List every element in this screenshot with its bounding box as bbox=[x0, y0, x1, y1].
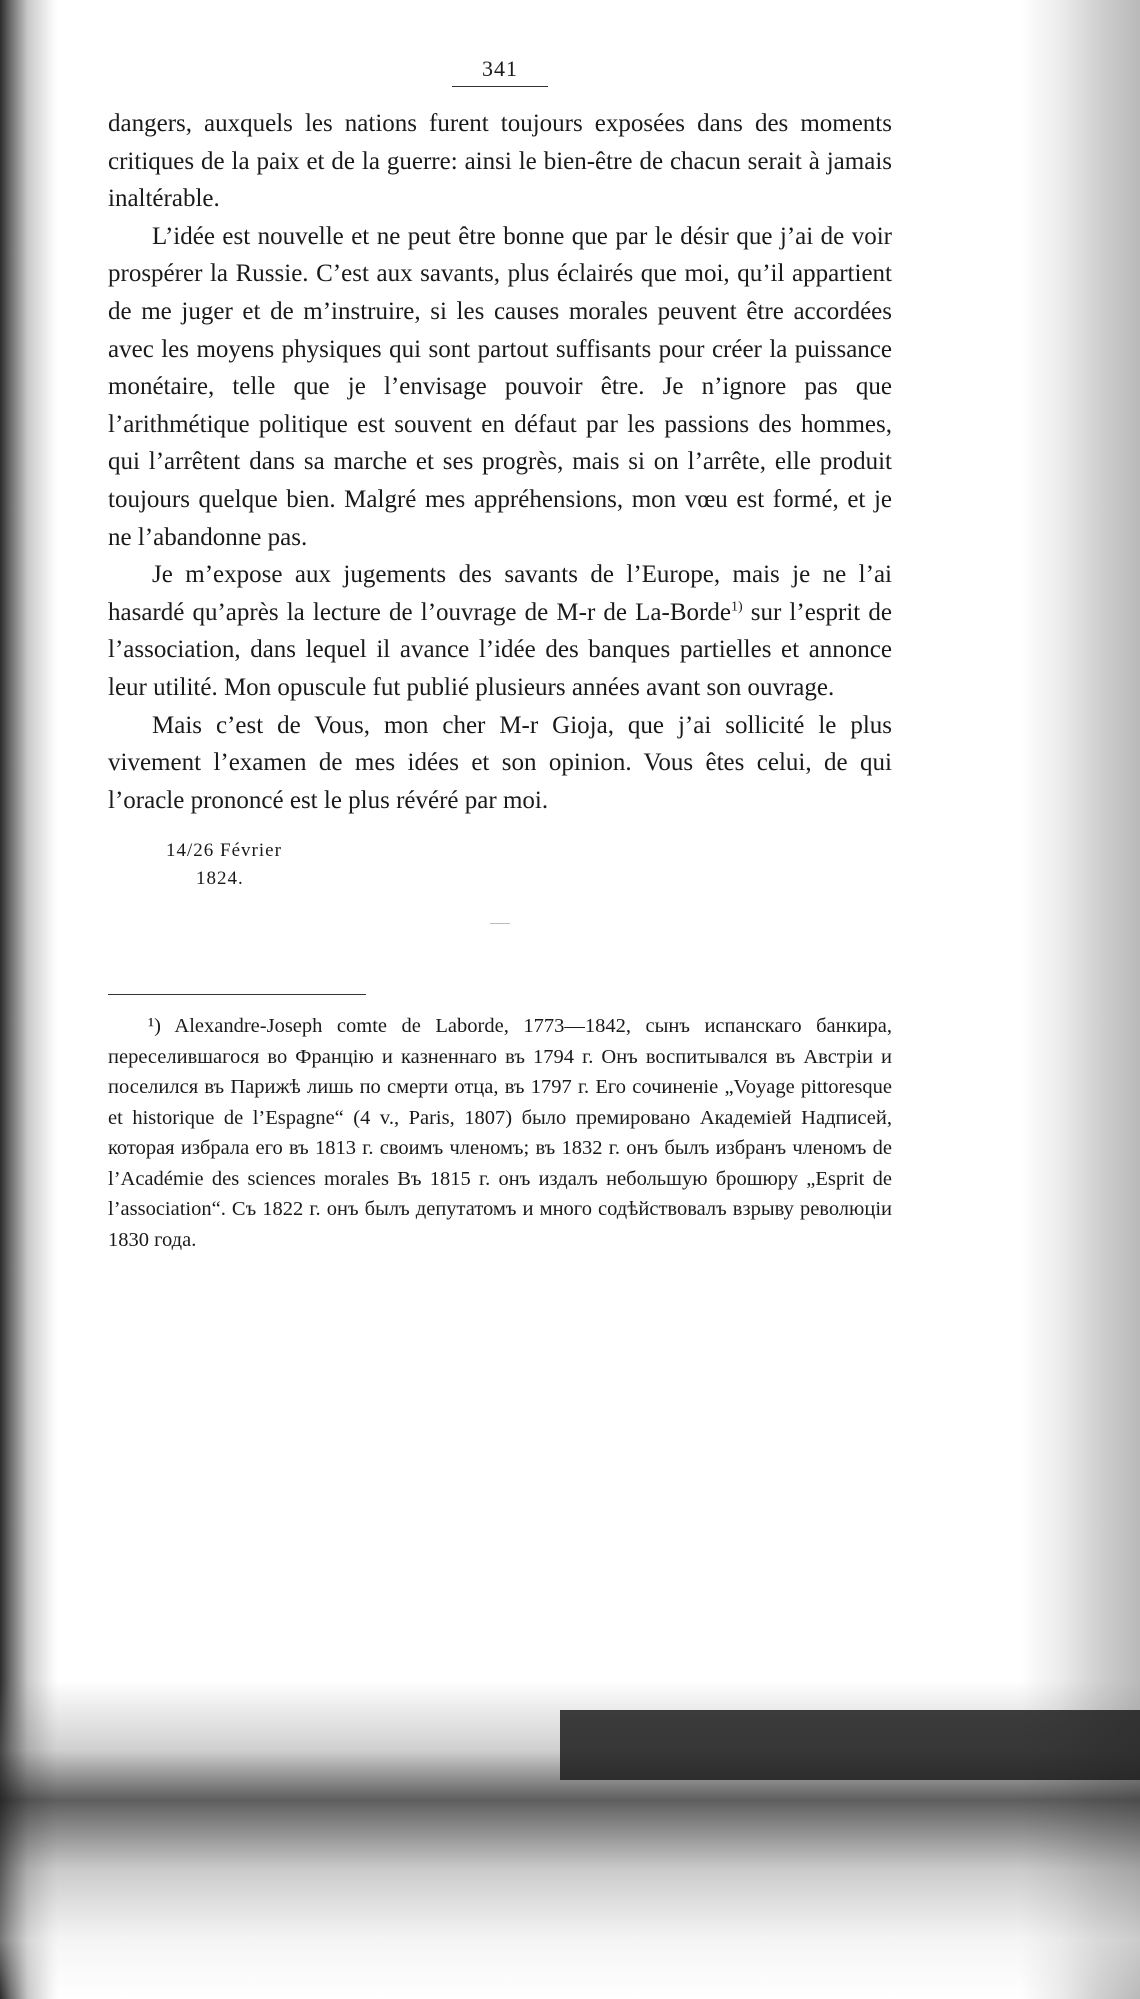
page bbox=[108, 56, 892, 1255]
footnote-rule bbox=[108, 994, 366, 995]
dateline-date: 14/26 Février bbox=[166, 840, 282, 862]
section-divider bbox=[490, 923, 510, 924]
page-number: 341 bbox=[452, 56, 548, 87]
dateline bbox=[166, 837, 892, 893]
paragraph-4: Mais c’est de Vous, mon cher M-r Gioja, que j’ai sollicité le plus vivement l’examen de mes idées et son opinion. Vous êtes celui, de qui l’oracle prononcé est le plus révéré par moi. bbox=[108, 711, 892, 814]
paragraph-1: dangers, auxquels les nations furent toujours exposées dans des moments critiques de la paix et de la guerre: ainsi le bien-être de chacun serait à jamais inaltérable. bbox=[108, 110, 892, 213]
dateline-year: 1824. bbox=[196, 868, 244, 890]
paragraph-3 bbox=[108, 556, 892, 706]
footnote bbox=[108, 1011, 892, 1255]
footnote-text: Alexandre-Joseph comte de Laborde, 1773—1842, сынъ испанскаго банкира, переселившагося во Францію и казненнаго въ 1794 г. Онъ воспитывался въ Австріи и поселился въ Парижѣ лишь по смерти отца, въ 1797 г. Его сочиненіе „Voyage pittoresque et historique de l’Espagne“ (4 v., Paris, 1807) было премировано Академіей Надписей, которая избрала его въ 1813 г. своимъ членомъ; въ 1832 г. онъ былъ избранъ членомъ de l’Académie des sciences morales Въ 1815 г. онъ издалъ небольшую брошюру „Esprit de l’association“. Съ 1822 г. онъ былъ депутатомъ и много содѣйствовалъ взрыву революціи 1830 года. bbox=[108, 1015, 892, 1251]
footnote-marker: ¹) bbox=[148, 1015, 161, 1038]
paragraph-3-text-b: sur l’esprit de l’association, dans lequel il avance l’idée des banques partielles et annonce leur utilité. Mon opuscule fut publié plusieurs années avant son ouvrage. bbox=[108, 598, 892, 701]
scan-smudge-band bbox=[560, 1710, 1140, 1780]
paragraph-2: L’idée est nouvelle et ne peut être bonne que par le désir que j’ai de voir prospérer la Russie. C’est aux savants, plus éclairés que moi, qu’il appartient de me juger et de m’instruire, si les causes morales peuvent être accordées avec les moyens physiques qui sont partout suffisants pour créer la puissance monétaire, telle que je l’envisage pouvoir être. Je n’ignore pas que l’arithmétique politique est souvent en défaut par les passions des hommes, qui l’arrêtent dans sa marche et ses progrès, mais si on l’arrête, elle produit toujours quelque bien. Malgré mes appréhensions, mon vœu est formé, et je ne l’abandonne pas. bbox=[108, 222, 892, 551]
paragraph-3-text-a: Je m’expose aux jugements des savants de l’Europe, mais je ne l’ai hasardé qu’après la lecture de l’ouvrage de M-r de La-Borde bbox=[108, 561, 892, 626]
footnote-ref: 1) bbox=[730, 599, 743, 615]
